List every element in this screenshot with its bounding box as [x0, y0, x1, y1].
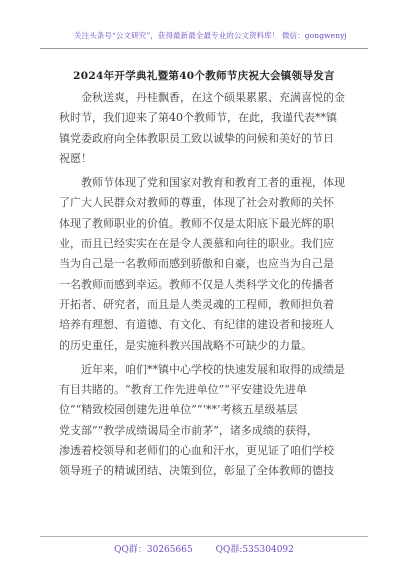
text-line: 一名教师而感到幸运。教师不仅是人类科学文化的传播者	[59, 277, 334, 291]
text-line: 金秋送爽，丹桂飘香，在这个硕果累累、充满喜悦的金	[81, 91, 345, 104]
text-line: 开拓者、研究者，而且是人类灵魂的工程师，教师担负着	[59, 297, 334, 311]
text-line: 的历史重任，是实施科教兴国战略不可缺少的力量。	[59, 338, 312, 352]
header-divider	[40, 48, 368, 49]
qq-group-1: QQ群：30265665	[114, 545, 193, 555]
qq-group-2: QQ群:535304092	[215, 545, 294, 555]
paragraph-2	[59, 173, 353, 356]
text-line: 教师节体现了党和国家对教育和教育工者的重视，体现	[81, 176, 345, 190]
text-line: 近年来，咱们**镇中心学校的快速发展和取得的成绩是	[81, 362, 345, 376]
promo-text: 关注头条号“公文研究”，获得最新最全最专业的公文资料库！ 微信：gongwenyj	[74, 31, 347, 40]
text-line: 镇党委政府向全体教职员工致以诚挚的问候和美好的节日	[59, 131, 334, 145]
text-line: 体现了教师职业的价值。教师不仅是太阳底下最光辉的职	[59, 216, 334, 230]
text-line: 渗透着校领导和老师们的心血和汗水，更见证了咱们学校	[59, 444, 334, 458]
text-line: 领导班子的精诚团结、决策到位，彰显了全体教师的德技	[59, 464, 334, 478]
text-line: 培养有理想、有道德、有文化、有纪律的建设者和接班人	[59, 318, 334, 332]
paragraph-1	[59, 88, 353, 169]
text-line: 秋时节，我们迎来了第40个教师节，在此，我谨代表**镇	[59, 111, 337, 125]
text-line: 业，而且已经实实在在是令人羡慕和向往的职业。我们应	[59, 237, 334, 251]
text-line: 祝愿！	[59, 151, 92, 165]
paragraph-3	[59, 360, 353, 482]
header-bar	[0, 0, 408, 58]
text-line: 有目共睹的。“教育工作先进单位”“平安建设先进单	[59, 383, 307, 397]
text-line: 位”“精致校园创建先进单位”“‘**’考核五星级基层	[59, 403, 298, 417]
text-line: 党支部”“教学成绩谒局全市前茅”，诸多成绩的获得，	[59, 423, 318, 437]
text-line: 当为自己是一名教师而感到骄傲和自豪，也应当为自己是	[59, 257, 334, 271]
footer-divider	[40, 536, 368, 537]
document-title: 2024年开学典礼暨第40个教师节庆祝大会镇领导发言	[73, 70, 335, 82]
footer	[0, 542, 408, 555]
document-body	[59, 88, 353, 482]
text-line: 了广大人民群众对教师的尊重，体现了社会对教师的关怀	[59, 196, 334, 210]
